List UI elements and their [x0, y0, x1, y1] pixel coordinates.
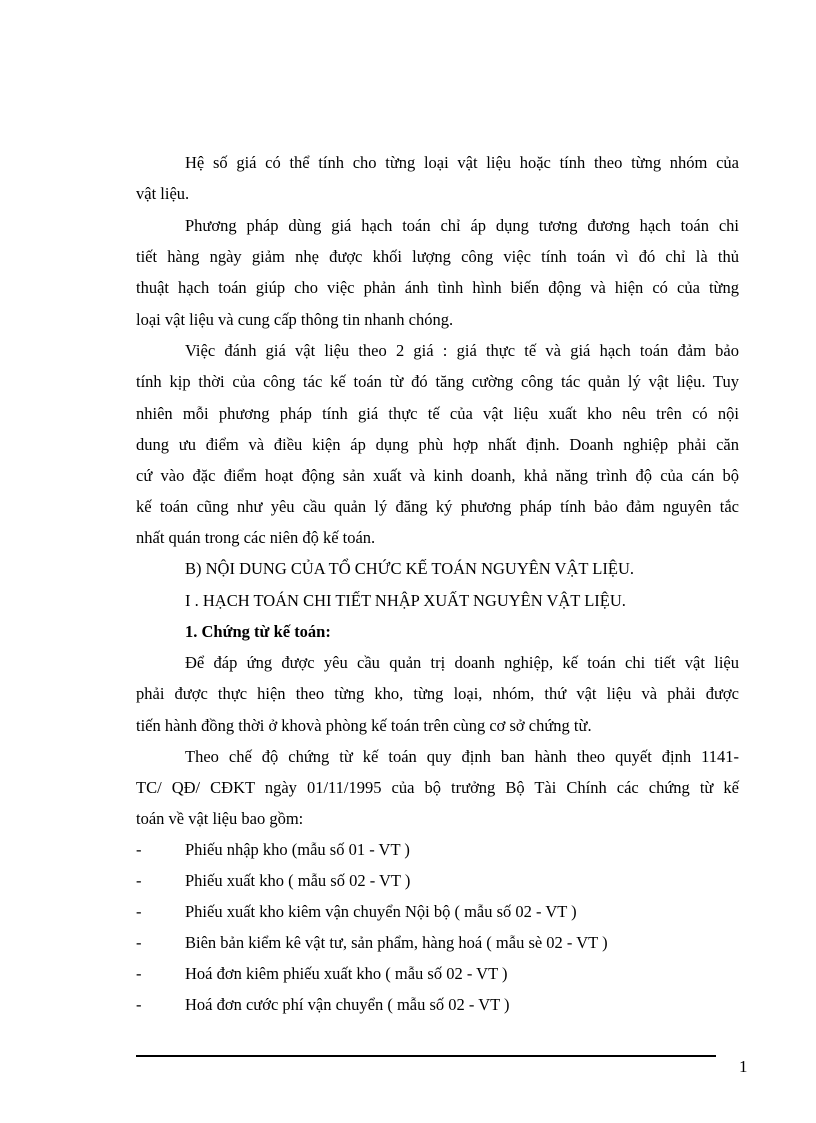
- text-line: phải được thực hiện theo từng kho, từng loại, nhóm, thứ vật liệu và phải được: [136, 684, 739, 703]
- page-number: 1: [739, 1057, 748, 1076]
- list-item: Phiếu nhập kho (mẫu số 01 - VT ): [185, 840, 410, 859]
- list-item: Phiếu xuất kho ( mẫu số 02 - VT ): [185, 871, 411, 890]
- list-item: Phiếu xuất kho kiêm vận chuyển Nội bộ ( mẫu số 02 - VT ): [185, 902, 577, 921]
- text-line: Hệ số giá có thể tính cho từng loại vật liệu hoặc tính theo từng nhóm của: [185, 153, 739, 172]
- text-line: thuật hạch toán giúp cho việc phản ánh tình hình biến động và hiện có của từng: [136, 278, 739, 297]
- list-bullet: -: [136, 902, 142, 921]
- section-heading-i: I . HẠCH TOÁN CHI TIẾT NHẬP XUẤT NGUYÊN VẬT LIỆU.: [185, 591, 626, 610]
- text-line: Việc đánh giá vật liệu theo 2 giá : giá thực tế và giá hạch toán đảm bảo: [185, 341, 739, 360]
- list-item: Hoá đơn cước phí vận chuyển ( mẫu số 02 - VT ): [185, 995, 510, 1014]
- text-line: loại vật liệu và cung cấp thông tin nhanh chóng.: [136, 310, 454, 329]
- text-line: cứ vào đặc điểm hoạt động sản xuất và kinh doanh, khả năng trình độ của cán bộ: [136, 466, 739, 485]
- list-bullet: -: [136, 964, 142, 983]
- text-line: kế toán cũng như yêu cầu quản lý đăng ký phương pháp tính bảo đảm nguyên tắc: [136, 497, 739, 516]
- list-bullet: -: [136, 871, 142, 890]
- section-heading-b: B) NỘI DUNG CỦA TỔ CHỨC KẾ TOÁN NGUYÊN VẬT LIỆU.: [185, 559, 634, 578]
- list-bullet: -: [136, 840, 142, 859]
- text-line: tiết hàng ngày giảm nhẹ được khối lượng công việc tính toán vì đó chỉ là thủ: [136, 247, 739, 266]
- list-bullet: -: [136, 933, 142, 952]
- subsection-heading: 1. Chứng từ kế toán:: [185, 622, 331, 641]
- text-line: nhiên mỗi phương pháp tính giá thực tế của vật liệu xuất kho nêu trên có nội: [136, 404, 739, 423]
- list-item: Biên bản kiểm kê vật tư, sản phẩm, hàng hoá ( mẫu sè 02 - VT ): [185, 933, 608, 952]
- text-line: TC/ QĐ/ CĐKT ngày 01/11/1995 của bộ trưởng Bộ Tài Chính các chứng từ kế: [136, 778, 739, 797]
- text-line: Phương pháp dùng giá hạch toán chỉ áp dụng tương đương hạch toán chi: [185, 216, 739, 235]
- text-line: Để đáp ứng được yêu cầu quản trị doanh nghiệp, kế toán chi tiết vật liệu: [185, 653, 739, 672]
- text-line: dung ưu điểm và điều kiện áp dụng phù hợp nhất định. Doanh nghiệp phải căn: [136, 435, 739, 454]
- text-line: tiến hành đồng thời ở khovà phòng kế toán trên cùng cơ sở chứng từ.: [136, 716, 592, 735]
- text-line: nhất quán trong các niên độ kế toán.: [136, 528, 376, 547]
- text-line: vật liệu.: [136, 184, 190, 203]
- text-line: toán về vật liệu bao gồm:: [136, 809, 304, 828]
- footer-rule: [136, 1055, 716, 1057]
- list-item: Hoá đơn kiêm phiếu xuất kho ( mẫu số 02 - VT ): [185, 964, 508, 983]
- text-line: tính kịp thời của công tác kế toán từ đó tăng cường công tác quản lý vật liệu. Tuy: [136, 372, 739, 391]
- list-bullet: -: [136, 995, 142, 1014]
- text-line: Theo chế độ chứng từ kế toán quy định ban hành theo quyết định 1141-: [185, 747, 739, 766]
